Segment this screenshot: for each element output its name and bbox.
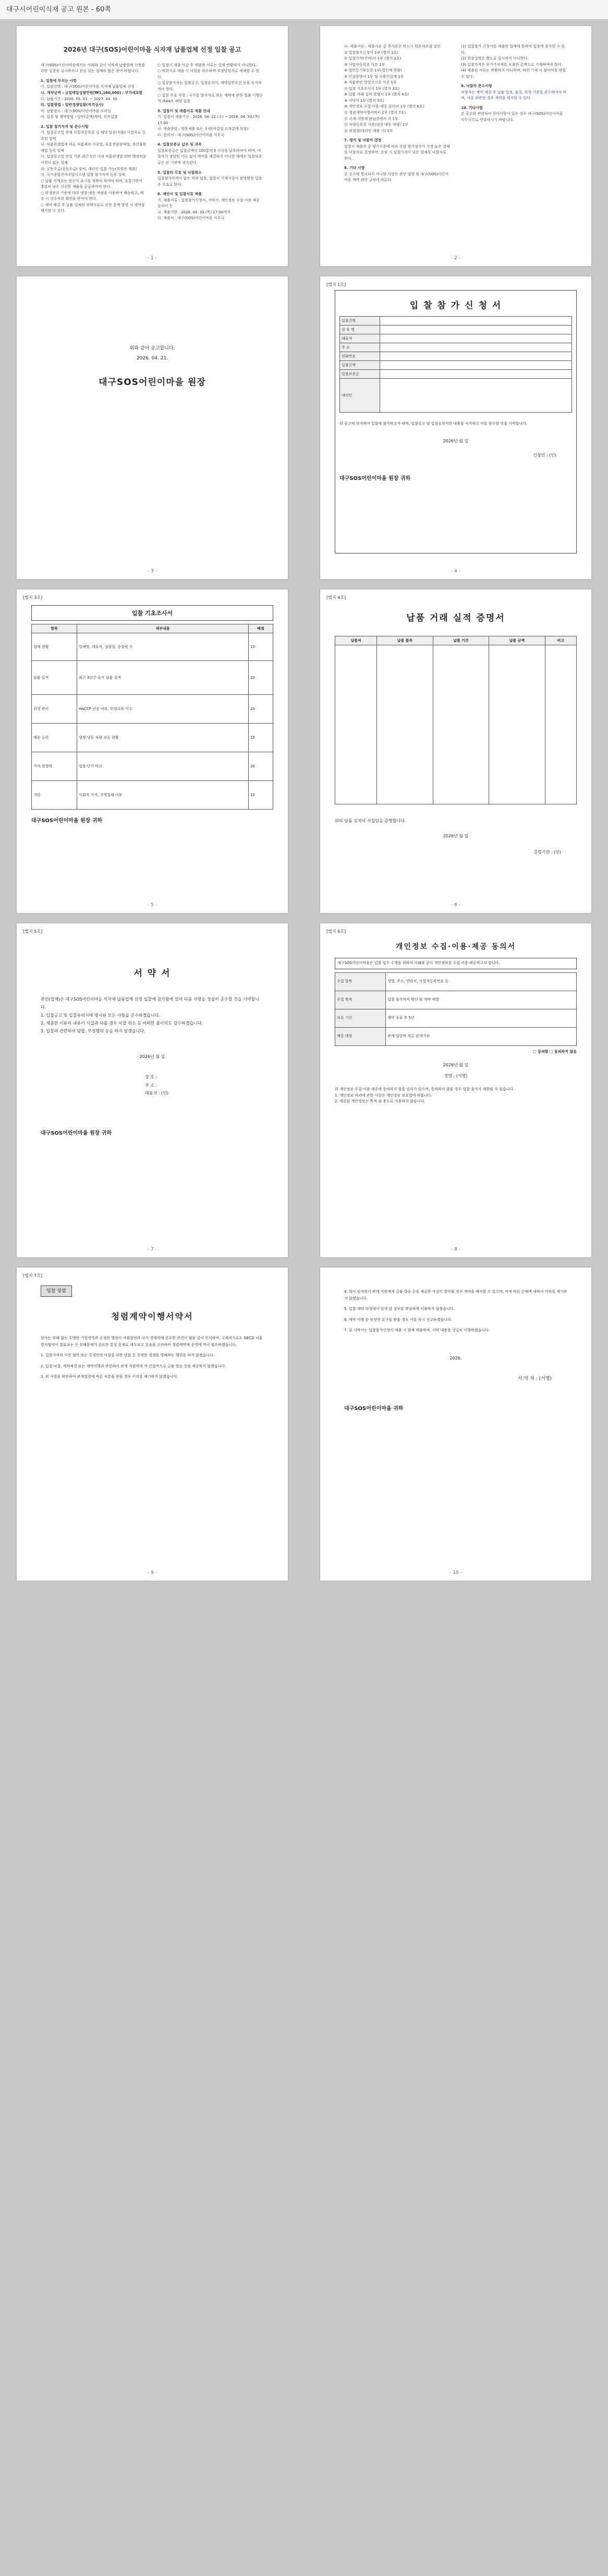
survey-form xyxy=(31,605,273,824)
field: 상 호 : xyxy=(145,1075,157,1080)
bottom-text: 2. 제공된 개인정보는 목적 외 용도로 사용하지 않습니다. xyxy=(335,1099,425,1103)
col-header: 비고 xyxy=(545,636,576,645)
consent-checkbox[interactable]: □ 동의함 □ 동의하지 않음 xyxy=(533,1049,577,1054)
signer: 서 약 자 : (서명) xyxy=(518,1376,552,1382)
table-row xyxy=(335,645,577,804)
s5-text: 입찰참가자격이 없는 자의 입찰, 입찰서 기재사항이 불명확한 입찰은 무효로 한다. xyxy=(157,176,262,187)
s2-item: 가. 입찰공고일 현재 사업자등록증 상 해당 업종(식품) 사업자로 등록된 업체 xyxy=(41,130,146,141)
pledge-para: 1. 입찰공고 및 입찰유의서에 명시된 모든 사항을 준수하겠습니다. xyxy=(41,1013,160,1018)
window-title: 대구시어린이식재 공고 원본 - 60쪽 xyxy=(6,6,112,14)
s7-text: 입찰서 제출자 중 평가기준에 따라 종합 평가점수가 가장 높은 업체를 낙찰자로 결정하며, 동점 시 입찰가격이 낮은 업체를 낙찰자로 한다. xyxy=(344,144,450,161)
section-5-title: 5. 입찰의 무효 및 낙찰취소 xyxy=(157,170,202,175)
form-date: 2026년 월 일 xyxy=(443,439,469,444)
field: 대표자 : (인) xyxy=(145,1090,168,1096)
col-header: 항목 xyxy=(32,624,77,633)
r-text: (1) 입찰참가 신청서를 제출한 업체에 한하여 입찰에 참가할 수 있다. xyxy=(461,44,565,55)
page-number: - 8 - xyxy=(451,1247,460,1252)
right-column xyxy=(461,44,567,184)
s6-item: 가. 제출서류 : 입찰참가신청서, 서약서, 개인정보 수집·이용·제공 동의서 등 xyxy=(157,198,260,209)
page-number: - 6 - xyxy=(451,902,460,908)
s2-item: 다. 입찰공고일 전일 기준 최근 1년 이내 식품위생법 위반 행정처분 이력이 없는 업체 xyxy=(41,154,147,165)
cell: 10 xyxy=(249,633,273,661)
right-column xyxy=(157,63,264,222)
doc-item: ⑥ 식품관련 영업신고증 사본 1부 xyxy=(344,80,397,85)
row-label: 대리인 xyxy=(340,379,380,413)
table-row xyxy=(32,752,273,781)
section-6-title: 6. 제안서 및 입찰서류 제출 xyxy=(157,192,202,197)
integrity-form xyxy=(41,1285,264,1380)
col-header: 납품 품목 xyxy=(377,636,433,645)
signer: 증명기관 : (인) xyxy=(533,850,561,854)
doc-item: ⑦ 입찰 기초조사서 1부 (별지 3호) xyxy=(344,86,400,91)
org-director: 대구SOS어린이마을 원장 xyxy=(99,377,206,388)
row-label: 입찰건명 xyxy=(340,317,380,326)
form-number: [별지 1호] xyxy=(326,282,346,287)
col-header: 납품 기간 xyxy=(433,636,489,645)
s2-para: ○ 계약 체결 후 납품 업체의 귀책사유로 인한 문제 발생 시 계약을 해지할 수 있다. xyxy=(41,202,145,213)
input-cell[interactable] xyxy=(380,317,572,326)
doc-item: ⑤ 인감증명서 1부 및 사용인감계 1부 xyxy=(344,74,404,79)
cell: 납품 실적 xyxy=(32,661,77,695)
integrity-para: 1. 입찰가격의 사전 협의 또는 특정인의 낙찰을 위한 담합 등 공정한 경쟁을 방해하는 행위를 하지 않겠습니다. xyxy=(41,1353,215,1358)
integrity-para: 당사는 부패 없는 투명한 기업경영과 공정한 행정이 사회발전과 국가 경쟁력에 중요한 관건이 됨을 깊이 인식하며, 국제적으로도 OECD 뇌물방지협약이 발효되는 등 부패문제가 중요한 통상 문제로 대두되고 있음을 고려하여 청렴계약제 운영에 적극 협조하겠습니다. xyxy=(41,1335,263,1347)
table-row xyxy=(340,326,572,334)
notice-date: 2026. 04. 21. xyxy=(136,356,168,361)
row-value: 입찰 참가자격 확인 및 계약 체결 xyxy=(386,991,577,1009)
r-text: (3) 입찰가격은 부가가치세를 포함한 총액으로 기재하여야 한다. xyxy=(461,62,563,67)
field: 주 소 : xyxy=(145,1082,157,1088)
table-row xyxy=(340,317,572,326)
page-number: - 3 - xyxy=(148,569,157,574)
table-row xyxy=(340,343,572,352)
form-date: 2026. xyxy=(449,1355,462,1361)
integrity-para: 6. 계약 이행 중 부당한 요구를 받을 경우 이를 즉시 신고하겠습니다. xyxy=(344,1317,452,1322)
r-text: (2) 현장설명은 별도로 실시하지 아니한다. xyxy=(461,56,529,61)
doc-item: ⑭ 위임장(대리인 제출 시) 1부 xyxy=(344,128,393,133)
s2-para: ○ 납품 식재료는 원산지 표시를 정확히 하여야 하며, 유통기한이 충분히 남은 신선한 제품을 공급하여야 한다. xyxy=(41,178,143,189)
table-row xyxy=(32,633,273,661)
pledge-para: 본인(업체)은 대구SOS어린이마을 식자재 납품업체 선정 입찰에 참가함에 있어 다음 사항을 성실히 준수할 것을 서약합니다. xyxy=(41,997,259,1010)
s9-text: 낙찰자는 계약 체결 후 납품 일정, 품질, 위생 기준을 준수하여야 하며, 이를 위반할 경우 계약을 해지할 수 있다. xyxy=(461,90,567,101)
cell: 20 xyxy=(249,752,273,781)
page-7 xyxy=(17,923,288,1257)
doc-item: ⑬ 차량등록증 사본(냉장·냉동 차량) 1부 xyxy=(344,123,408,127)
page-number: - 4 - xyxy=(451,569,460,574)
s3-item: 다. 문의처 : 대구(SOS)어린이마을 사무국 xyxy=(157,133,225,137)
table-row xyxy=(335,991,577,1009)
cell: 냉장·냉동 차량 보유 현황 xyxy=(77,724,249,752)
col-header: 납품처 xyxy=(335,636,377,645)
page-4 xyxy=(320,276,591,579)
cell: 20 xyxy=(249,695,273,724)
form-date: 2026년 월 일 xyxy=(443,834,469,838)
consent-form xyxy=(335,941,577,1104)
performance-form xyxy=(335,610,577,855)
cell: 가격 경쟁력 xyxy=(32,752,77,781)
form-date: 2026년 월 일 xyxy=(443,1062,469,1067)
form-number: [별지 7호] xyxy=(23,1273,43,1278)
s1-item: 바. 입찰 및 계약방법 : 일반(총액)계약, 전자입찰 xyxy=(41,115,118,119)
intro-text: 대구(SOS)어린이마을에서는 아래와 같이 식자재 납품업체 선정을 위한 입찰을 실시하오니 관심 있는 업체의 많은 참여 바랍니다. xyxy=(41,63,145,74)
doc-item: ⑪ 청렴계약이행서약서 1부 (별지 7호) xyxy=(344,111,406,115)
application-table xyxy=(339,316,572,413)
s2-para: ○ 위생관리 기준에 따라 냉장·냉동 차량을 이용하여 배송하고, 배송 시 검수자의 확인을 받아야 한다. xyxy=(41,190,144,201)
s2-item: 나. 식품위생법에 따른 식품제조·가공업, 유통전문판매업, 축산물판매업 등록 업체 xyxy=(41,142,147,153)
cell: 위생 관리 xyxy=(32,695,77,724)
s8-text: 본 공고에 명시되지 아니한 사항은 관련 법령 및 대구(SOS)어린이마을 계약 관련 규정에 따른다. xyxy=(344,172,448,183)
section-8-title: 8. 기타 사항 xyxy=(344,166,365,171)
row-label: 대표자 xyxy=(340,334,380,343)
form-recipient: 대구SOS어린이마을 귀하 xyxy=(344,1405,404,1412)
integrity-para: 4. 회사 임직원이 관계 직원에게 금품·향응 등을 제공한 사실이 발각될 경우 계약을 해지할 수 있으며, 이에 따른 손해에 대하여 이의를 제기하지 않겠습니다. xyxy=(344,1290,567,1301)
certify-note: 위의 납품 실적이 사실임을 증명합니다. xyxy=(335,818,406,823)
cell: 최근 3년간 유사 납품 실적 xyxy=(77,661,249,695)
row-label: 제공 대상 xyxy=(335,1027,386,1045)
row-label: 보유 기간 xyxy=(335,1009,386,1027)
table-header xyxy=(32,624,273,633)
doc-item: ① 입찰참가신청서 1부 (별지 1호) xyxy=(344,50,398,55)
input-cell[interactable] xyxy=(380,370,572,379)
form-title: 서 약 서 xyxy=(133,968,171,979)
page-8 xyxy=(320,923,591,1257)
row-label: 수집 목적 xyxy=(335,991,386,1009)
page-2 xyxy=(320,26,591,266)
r-item: ○ 입찰서 제출 마감 후 제출한 서류는 일체 반환하지 아니한다. xyxy=(157,63,257,67)
form-title: 청렴계약이행서약서 xyxy=(111,1311,193,1322)
input-cell[interactable] xyxy=(380,352,572,361)
cell: 15 xyxy=(249,724,273,752)
consent-intro: 대구SOS어린이마을은 입찰 업무 수행을 위하여 아래와 같이 개인정보를 수집·이용·제공하고자 합니다. xyxy=(335,958,577,969)
row-label: 수집 항목 xyxy=(335,972,386,991)
consent-table xyxy=(335,972,577,1046)
survey-table xyxy=(31,624,273,810)
input-cell[interactable] xyxy=(380,343,572,352)
s1-item: 마. 납품장소 : 대구(SOS)어린이마을 조리실 xyxy=(41,109,111,113)
page-number: - 5 - xyxy=(148,902,157,908)
cell: 기타 xyxy=(32,781,77,810)
table-row xyxy=(32,724,273,752)
section-4-title: 4. 입찰보증금 납부 및 귀속 xyxy=(157,142,202,147)
input-cell[interactable] xyxy=(380,326,572,334)
page-number: - 9 - xyxy=(148,1570,157,1575)
cell: 사회적 기여, 지역업체 여부 xyxy=(77,781,249,810)
page-number: - 7 - xyxy=(148,1247,157,1252)
input-cell[interactable] xyxy=(380,379,572,413)
table-row xyxy=(340,379,572,413)
section-3-title: 3. 입찰서 및 제출서류 제출 안내 xyxy=(157,109,210,113)
table-row xyxy=(335,1009,577,1027)
table-row xyxy=(32,695,273,724)
table-row xyxy=(340,370,572,379)
form-title: 입 찰 참 가 신 청 서 xyxy=(409,300,502,311)
form-recipient: 대구SOS어린이마을 원장 귀하 xyxy=(339,476,411,482)
application-form xyxy=(335,290,577,553)
page-number: - 10 - xyxy=(449,1570,462,1575)
page-5 xyxy=(17,589,288,913)
table-row xyxy=(335,1027,577,1045)
s3-item: 가. 입찰서 제출기간 : 2026. 04. 22.(수) ~ 2026. 04. 30.(목) 17:00 xyxy=(157,115,260,125)
integrity-stamp: 입찰 청렴 xyxy=(41,1285,72,1297)
s10-text: 본 공고와 관련하여 문의사항이 있는 경우 대구(SOS)어린이마을 사무국으로 연락하시기 바랍니다. xyxy=(461,112,563,123)
page-10 xyxy=(320,1268,591,1581)
table-row xyxy=(32,781,273,810)
notice-title: 2026년 대구(SOS)어린이마을 식자재 납품업체 선정 입찰 공고 xyxy=(63,46,241,53)
bottom-text: 위 개인정보 수집·이용·제공에 동의하지 않을 권리가 있으며, 동의하지 않을 경우 입찰 참가가 제한될 수 있습니다. xyxy=(335,1087,515,1092)
section-7-title: 7. 평가 및 낙찰자 결정 xyxy=(344,138,382,143)
input-cell[interactable] xyxy=(489,645,545,804)
page-1 xyxy=(17,26,288,266)
doc-item: ⑩ 개인정보 수집·이용·제공 동의서 1부 (별지 6호) xyxy=(344,104,424,109)
cell: 배송 능력 xyxy=(32,724,77,752)
form-recipient: 대구SOS어린이마을 원장 귀하 xyxy=(31,818,103,824)
form-number: [별지 3호] xyxy=(23,595,43,600)
row-label: 상 호 명 xyxy=(340,326,380,334)
input-cell[interactable] xyxy=(433,645,489,804)
left-column xyxy=(344,44,451,184)
doc-item: ⑫ 국세·지방세 완납증명서 각 1부 xyxy=(344,116,398,121)
form-date: 2026년 월 일 xyxy=(139,1054,165,1060)
window-title-bar xyxy=(0,0,608,20)
closing-line: 위와 같이 공고합니다. xyxy=(129,346,175,351)
page-number: - 2 - xyxy=(451,256,460,261)
table-row xyxy=(340,334,572,343)
cell: 업체 현황 xyxy=(32,633,77,661)
doc-item: ⑧ 납품 거래 실적 증명서 1부 (별지 4호) xyxy=(344,92,409,97)
table-row xyxy=(335,972,577,991)
row-label: 주 소 xyxy=(340,343,380,352)
col-header: 납품 금액 xyxy=(489,636,545,645)
cell: 20 xyxy=(249,661,273,695)
integrity-para: 7. 본 서약서는 입찰참가신청서 제출 시 함께 제출하며, 서약 내용을 성실히 이행하겠습니다. xyxy=(344,1328,490,1333)
s1-item: 나. 계약금액 : 금일백일십팔만원(₩1,180,000) / 부가세포함 xyxy=(41,90,143,95)
row-value: 성명, 주소, 연락처, 사업자등록번호 등 xyxy=(386,972,577,991)
s6-item: 나. 제출기한 : 2026. 04. 30.(목) 17:00까지 xyxy=(157,210,230,214)
integrity-para: 5. 입찰·계약 과정에서 알게 된 정보를 부당하게 이용하지 않겠습니다. xyxy=(344,1307,455,1311)
signer: 성명 : (서명) xyxy=(444,1073,468,1078)
s4-text: 입찰보증금은 입찰금액의 100분의 5 이상을 납부하여야 하며, 낙찰자가 정당한 이유 없이 계약을 체결하지 아니한 때에는 입찰보증금은 본 기관에 귀속된다. xyxy=(157,148,262,165)
signer: 신청인 : (인) xyxy=(533,453,556,458)
section-9-title: 9. 낙찰자 준수사항 xyxy=(461,84,492,89)
col-header: 세부내용 xyxy=(77,624,249,633)
integrity-form-cont xyxy=(344,1289,567,1414)
page-6 xyxy=(320,589,591,913)
input-cell[interactable] xyxy=(377,645,433,804)
integrity-para: 3. 위 사항을 위반하여 관계법령에 따른 처분을 받을 경우 이의를 제기하지 않겠습니다. xyxy=(41,1375,178,1379)
cell: 입찰 단가 비교 xyxy=(77,752,249,781)
section-1-title: 1. 입찰에 부치는 사항 xyxy=(41,78,77,83)
cell: HACCP 인증 여부, 위생교육 이수 xyxy=(77,695,249,724)
col-header: 배점 xyxy=(249,624,273,633)
form-recipient: 대구SOS어린이마을 원장 귀하 xyxy=(41,1130,112,1136)
bottom-text: 1. 개인정보 처리에 관한 사항은 개인정보 보호법에 따릅니다. xyxy=(335,1093,432,1098)
row-label: 전화번호 xyxy=(340,352,380,361)
s1-item: 다. 납품기간 : 2026. 05. 01. ~ 2027. 04. 30. xyxy=(41,97,118,101)
s3-item: 나. 제출방법 : 방문제출 또는 우편(마감일 도착분에 한함) xyxy=(157,127,249,131)
docs-intro: 나. 제출서류 : 제출서류 중 복사본은 반드시 원본대조필 날인 xyxy=(344,44,441,49)
form-number: [별지 4호] xyxy=(326,595,346,600)
doc-item: ③ 사업자등록증 사본 1부 xyxy=(344,62,385,67)
table-row xyxy=(32,661,273,695)
page-number: - 1 - xyxy=(148,256,157,261)
row-value: 관계 법령에 따른 관계기관 xyxy=(386,1027,577,1045)
pledge-para: 2. 제출한 서류의 내용이 사실과 다를 경우 낙찰 취소 등 어떠한 불이익도 감수하겠습니다. xyxy=(41,1020,203,1026)
form-number: [별지 6호] xyxy=(326,929,346,934)
form-title: 개인정보 수집·이용·제공 동의서 xyxy=(395,943,516,951)
pledge-para: 3. 입찰과 관련하여 담합, 부정행위 등을 하지 않겠습니다. xyxy=(41,1029,145,1034)
r-item: ○ 입찰 무효 사항 : 국가를 당사자로 하는 계약에 관한 법률 시행규칙 제44조 해당 입찰 xyxy=(157,93,263,104)
cell: 15 xyxy=(249,781,273,810)
r-text: (4) 제출된 서류는 반환하지 아니하며, 허위 기재 시 불이익을 받을 수 있다. xyxy=(461,68,566,79)
s1-item: 가. 입찰건명 : 대구(SOS)어린이마을 식자재 납품업체 선정 xyxy=(41,85,135,89)
s2-item: 라. 공동수급(공동도급) 불허, 대리인 입찰 가능(위임장 제출) xyxy=(41,166,137,171)
page-9 xyxy=(17,1268,288,1581)
input-cell[interactable] xyxy=(545,645,576,804)
s6-item: 다. 제출처 : 대구(SOS)어린이마을 사무국 xyxy=(157,216,225,221)
left-column xyxy=(41,63,147,222)
input-cell[interactable] xyxy=(335,645,377,804)
performance-table xyxy=(335,636,577,804)
pledge-text: 위 공고에 의거하여 입찰에 참가하고자 하며, 입찰공고 및 입찰유의서의 내용을 숙지하고 이를 준수할 것을 서약합니다. xyxy=(339,422,528,426)
section-10-title: 10. 기타사항 xyxy=(461,105,483,110)
form-title: 입찰 기초조사서 xyxy=(31,605,273,621)
row-label: 입찰금액 xyxy=(340,361,380,370)
form-number: [별지 5호] xyxy=(23,929,43,934)
pledge-form xyxy=(41,965,264,1138)
doc-item: ④ 법인등기부등본 1부(법인에 한함) xyxy=(344,68,402,73)
row-value: 계약 종료 후 5년 xyxy=(386,1009,577,1027)
table-header xyxy=(335,636,577,645)
doc-item: ⑨ 서약서 1부 (별지 5호) xyxy=(344,98,384,103)
r-item: ○ 허위서류 제출 시 낙찰을 취소하며 부정당업자로 제재할 수 있다. xyxy=(157,69,260,79)
table-row xyxy=(340,352,572,361)
section-2-title: 2. 입찰 참가자격 및 준수사항 xyxy=(41,124,89,129)
s2-item: 마. 국가종합전자조달시스템 입찰 참가자격 등록 업체 xyxy=(41,173,126,177)
input-cell[interactable] xyxy=(380,361,572,370)
table-row xyxy=(340,361,572,370)
doc-item: ② 입찰가격(견적)서 1부 (별지 2호) xyxy=(344,56,402,61)
integrity-para: 2. 입찰·낙찰, 계약체결 또는 계약이행과 관련하여 관계 직원에게 직·간접적으로 금품·향응 등을 제공하지 않겠습니다. xyxy=(41,1364,226,1368)
page-3 xyxy=(17,276,288,579)
row-label: 입찰보증금 xyxy=(340,370,380,379)
input-cell[interactable] xyxy=(380,334,572,343)
r-item: ○ 입찰참가자는 입찰공고, 입찰유의서, 계약일반조건 등을 숙지하여야 한다. xyxy=(157,81,262,91)
s1-item: 라. 입찰방법 : 일반경쟁입찰(적격심사) xyxy=(41,103,104,107)
form-title: 납품 거래 실적 증명서 xyxy=(406,613,505,623)
cell: 업체명, 대표자, 설립일, 종업원 수 xyxy=(77,633,249,661)
